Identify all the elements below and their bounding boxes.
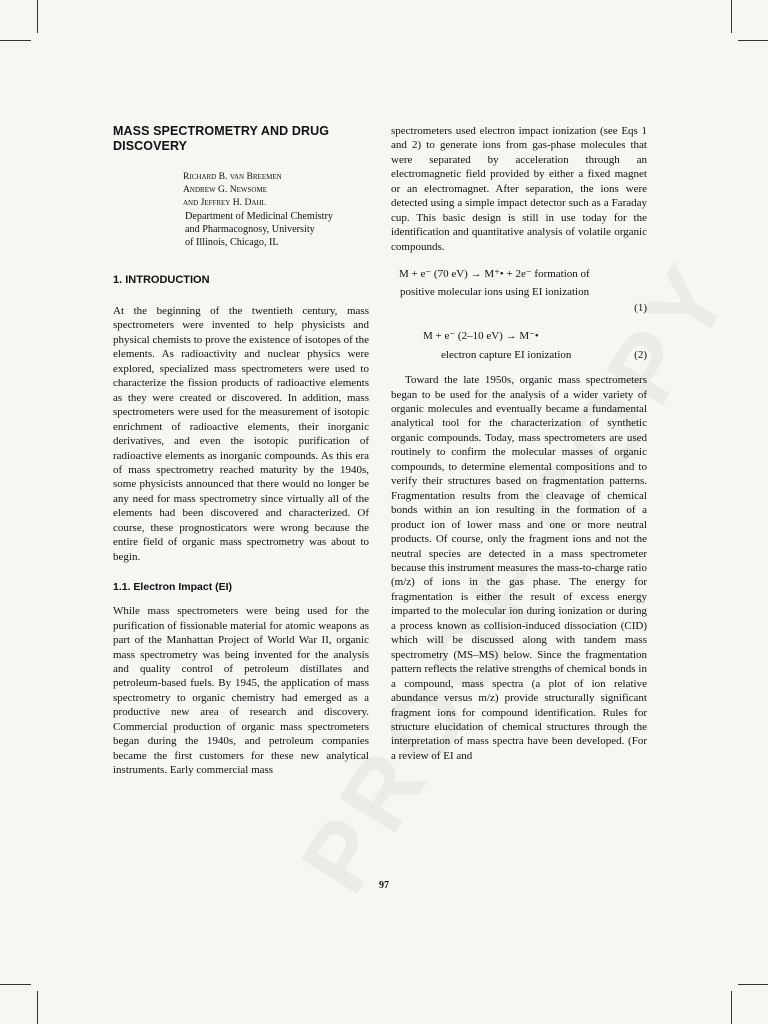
equation-1-description: positive molecular ions using EI ionization — [400, 286, 590, 299]
right-column — [391, 124, 647, 763]
affiliation-line: and Pharmacognosy, University — [185, 224, 315, 235]
affiliation — [185, 210, 369, 249]
crop-mark — [738, 40, 768, 41]
author: Richard B. van Breemen — [183, 171, 282, 182]
affiliation-line: Department of Medicinal Chemistry — [185, 211, 333, 222]
author: and Jeffrey H. Dahl — [183, 197, 266, 208]
crop-mark — [738, 984, 768, 985]
equation-1-formula: M + e⁻ (70 eV) → M⁺• + 2e⁻ formation of — [399, 268, 590, 281]
equation-2-line — [441, 349, 647, 361]
crop-mark — [731, 0, 732, 33]
author-list — [183, 170, 369, 209]
affiliation-line: of Illinois, Chicago, IL — [185, 237, 279, 248]
electron-impact-paragraph: While mass spectrometers were being used for the purification of fissionable material for atomic weapons as part of the Manhattan Project of World War II, organic mass spectrometry was being invented for the analysis and quality control of petroleum distillates and petroleum-based fuels. By 1945, the application of mass spectrometry to organic chemistry had emerged as a productive new area of research and discovery. Commercial production of organic mass spectrometers began during the 1940s, and petroleum companies became the first customers for these new analytical instruments. Early commercial mass — [113, 605, 369, 777]
equation-1-number: (1) — [634, 302, 647, 315]
section-heading-introduction: 1. INTRODUCTION — [113, 274, 210, 286]
continued-paragraph: spectrometers used electron impact ionization (see Eqs 1 and 2) to generate ions from gas-phase molecules that were separated by acceleration through an electromagnetic field provided by either a fixed magnet or an electromagnet. After separation, the ions were detected using a simple impact detector such as a Faraday cup. This basic design is still in use today for the identification and quantitative analysis of volatile organic compounds. — [391, 125, 647, 253]
equation-2-description: electron capture EI ionization — [441, 349, 572, 362]
left-column — [113, 124, 369, 778]
page-number: 97 — [379, 880, 389, 891]
article-title: MASS SPECTROMETRY AND DRUG DISCOVERY — [113, 124, 330, 153]
crop-mark — [37, 991, 38, 1024]
intro-paragraph: At the beginning of the twentieth century, mass spectrometers were invented to help physicists and physical chemists to prove the existence of isotopes of the elements. As radioactivity and nuclear physics were explored, specialized mass spectrometers were used to characterize the fission products of radioactive elements as they were created or discovered. In addition, mass spectrometers were used for the measurement of isotopic enrichment of radioactive elements, their inorganic derivatives, and even the isotopic purification of radioactive elements as inorganic compounds. As this era of mass spectrometry reached maturity by the 1940s, some physicists announced that there would no longer be any need for mass spectrometry since virtually all of the elements had been discovered and characterized. Of course, these prognosticators were wrong because the entire field of organic mass spectrometry was about to begin. — [113, 305, 369, 563]
crop-mark — [731, 991, 732, 1024]
equation-2-formula: M + e⁻ (2–10 eV) → M⁻• — [423, 330, 539, 343]
crop-mark — [0, 40, 31, 41]
fragmentation-paragraph: Toward the late 1950s, organic mass spectrometers began to be used for the analysis of a wider variety of organic molecules and eventually became a fundamental analytical tool for the characterization of synthetic organic compounds. Today, mass spectrometers are used routinely to confirm the molecular masses of organic compounds, to determine elemental compositions and to verify their structures based on fragmentation patterns. Fragmentation results from the cleavage of chemical bonds within an ion resulting in the formation of a product ion of lower mass and one or more neutral products. Of course, only the fragment ions and not the neutral species are detected in a mass spectrometer because this instrument measures the mass-to-charge ratio (m/z) of ions in the gas phase. The energy for fragmentation is either the result of excess energy imparted to the molecular ion during ionization or during a process known as collision-induced dissociation (CID) which will be discussed along with tandem mass spectrometry (MS–MS) below. Since the fragmentation pattern reflects the relative strengths of chemical bonds in a compound, mass spectra (a plot of ion relative abundance versus m/z) provide structurally significant fragment ions for compound identification. Rules for structure elucidation of chemical structures through the interpretation of mass spectra have been developed. (For a review of EI and — [391, 374, 647, 762]
crop-mark — [37, 0, 38, 33]
equation-2-number: (2) — [634, 349, 647, 362]
author: Andrew G. Newsome — [183, 184, 267, 195]
crop-mark — [0, 984, 31, 985]
section-heading-electron-impact: 1.1. Electron Impact (EI) — [113, 581, 233, 594]
